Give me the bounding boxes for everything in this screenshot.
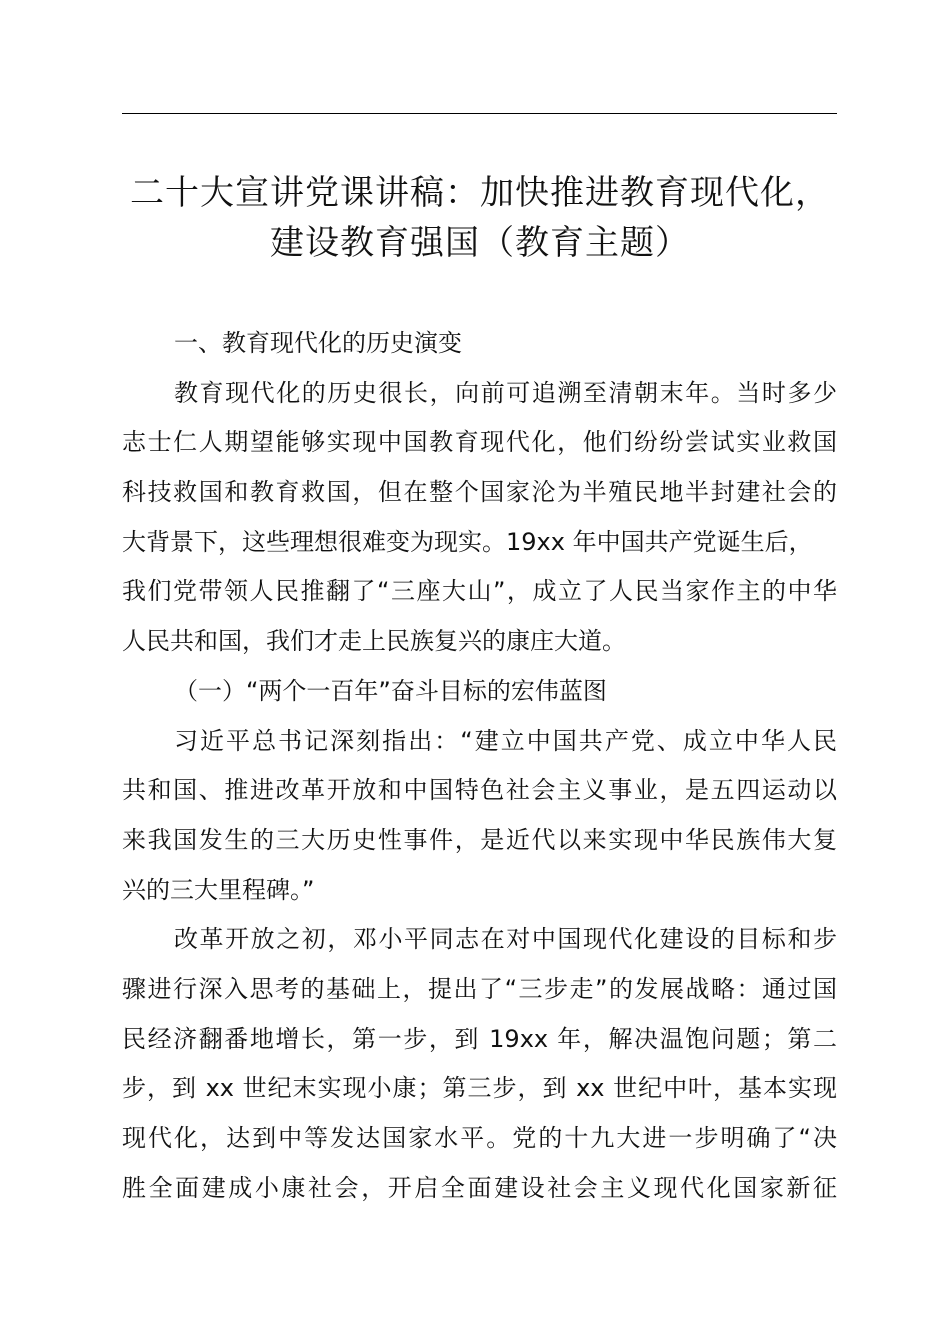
paragraph-line: 志士仁人期望能够实现中国教育现代化，他们纷纷尝试实业救国 [122,428,837,457]
title-line-1: 二十大宣讲党课讲稿：加快推进教育现代化， [130,173,830,213]
document-title [100,168,860,268]
paragraph-line: 人民共和国，我们才走上民族复兴的康庄大道。 [122,627,626,656]
paragraph-line: 科技救国和教育救国，但在整个国家沦为半殖民地半封建社会的 [122,478,837,507]
paragraph-line: 习近平总书记深刻指出：“建立中国共产党、成立中华人民 [174,726,837,755]
paragraph-line: 来我国发生的三大历史性事件，是近代以来实现中华民族伟大复 [122,825,837,854]
paragraph-line: 改革开放之初，邓小平同志在对中国现代化建设的目标和步 [174,925,837,954]
paragraph-line: 胜全面建成小康社会，开启全面建设社会主义现代化国家新征 [122,1173,837,1202]
paragraph-line: 民经济翻番地增长，第一步，到 19xx 年，解决温饱问题；第二 [122,1024,837,1053]
paragraph-line: 我们党带领人民推翻了“三座大山”，成立了人民当家作主的中华 [122,577,837,606]
subsection-heading-1: （一）“两个一百年”奋斗目标的宏伟蓝图 [174,676,607,705]
paragraph-line: 共和国、推进改革开放和中国特色社会主义事业，是五四运动以 [122,776,837,805]
paragraph-line: 兴的三大里程碑。” [122,875,315,904]
paragraph-line: 大背景下，这些理想很难变为现实。19xx 年中国共产党诞生后， [122,527,813,556]
title-line-2: 建设教育强国（教育主题） [270,223,690,263]
paragraph-line: 骤进行深入思考的基础上，提出了“三步走”的发展战略：通过国 [122,974,837,1003]
paragraph-line: 步，到 xx 世纪末实现小康；第三步，到 xx 世纪中叶，基本实现 [122,1074,837,1103]
document-body [122,319,837,1213]
header-rule [122,113,837,114]
paragraph-line: 教育现代化的历史很长，向前可追溯至清朝末年。当时多少 [174,378,837,407]
paragraph-line: 现代化，达到中等发达国家水平。党的十九大进一步明确了“决 [122,1124,837,1152]
section-heading-1: 一、教育现代化的历史演变 [174,329,462,357]
